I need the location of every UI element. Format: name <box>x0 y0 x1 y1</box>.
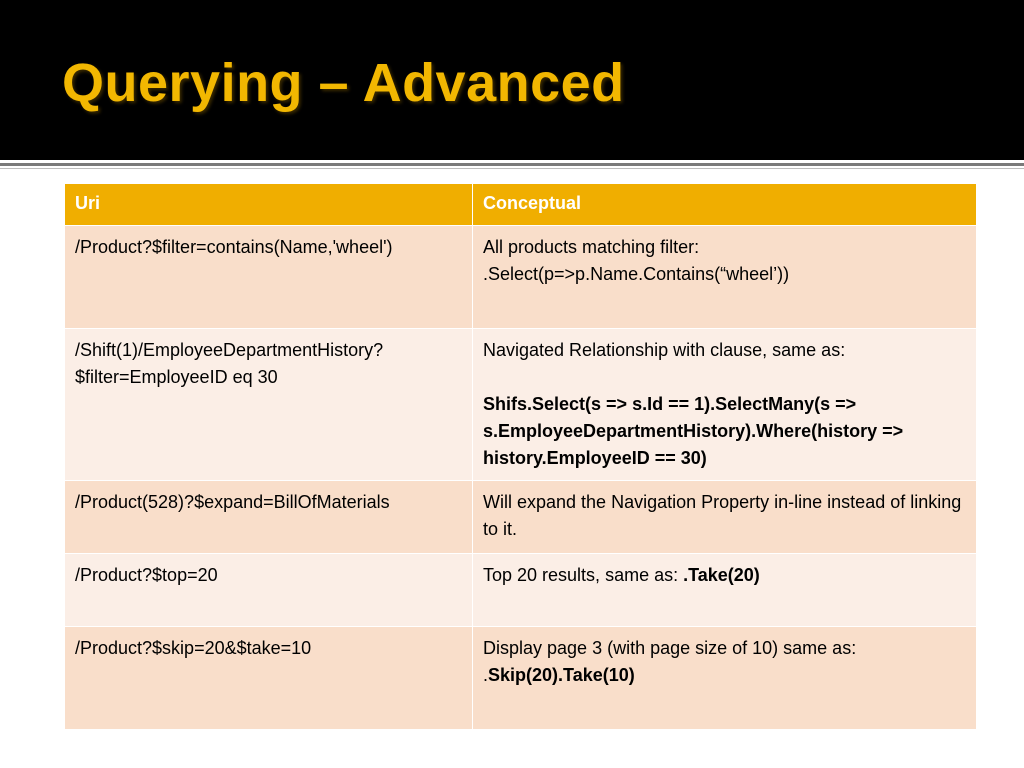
table-row <box>65 329 977 481</box>
conceptual-cell <box>473 627 977 730</box>
query-table <box>64 183 977 730</box>
conceptual-code: Skip(20).Take(10) <box>488 665 635 685</box>
uri-cell: /Product?$filter=contains(Name,'wheel') <box>65 226 473 329</box>
conceptual-text: Navigated Relationship with clause, same as: <box>483 340 846 360</box>
conceptual-code: .Select(p=>p.Name.Contains(“wheel’)) <box>483 264 790 284</box>
table-row <box>65 554 977 627</box>
conceptual-text: All products matching filter: <box>483 237 700 257</box>
table-row <box>65 481 977 554</box>
conceptual-prefix: . <box>483 665 489 685</box>
conceptual-text: Display page 3 (with page size of 10) same as: <box>483 638 857 658</box>
uri-cell: /Product?$skip=20&$take=10 <box>65 627 473 730</box>
table-row <box>65 627 977 730</box>
conceptual-cell <box>473 554 977 627</box>
conceptual-cell <box>473 329 977 481</box>
title-divider-thin <box>0 168 1024 169</box>
table-row <box>65 226 977 329</box>
slide-title: Querying – Advanced <box>62 53 625 113</box>
uri-cell: /Product(528)?$expand=BillOfMaterials <box>65 481 473 554</box>
uri-cell: /Shift(1)/EmployeeDepartmentHistory?$filter=EmployeeID eq 30 <box>65 329 473 481</box>
title-divider <box>0 163 1024 166</box>
spacer <box>483 364 966 391</box>
conceptual-cell: Will expand the Navigation Property in-line instead of linking to it. <box>473 481 977 554</box>
header-uri: Uri <box>65 184 473 226</box>
conceptual-code: .Take(20) <box>683 565 760 585</box>
conceptual-cell <box>473 226 977 329</box>
conceptual-text: Top 20 results, same as: <box>483 565 684 585</box>
uri-cell: /Product?$top=20 <box>65 554 473 627</box>
header-conceptual: Conceptual <box>473 184 977 226</box>
conceptual-code: Shifs.Select(s => s.Id == 1).SelectMany(s => s.EmployeeDepartmentHistory).Where(history => history.EmployeeID == 30) <box>483 394 904 468</box>
table-header-row <box>65 184 977 226</box>
